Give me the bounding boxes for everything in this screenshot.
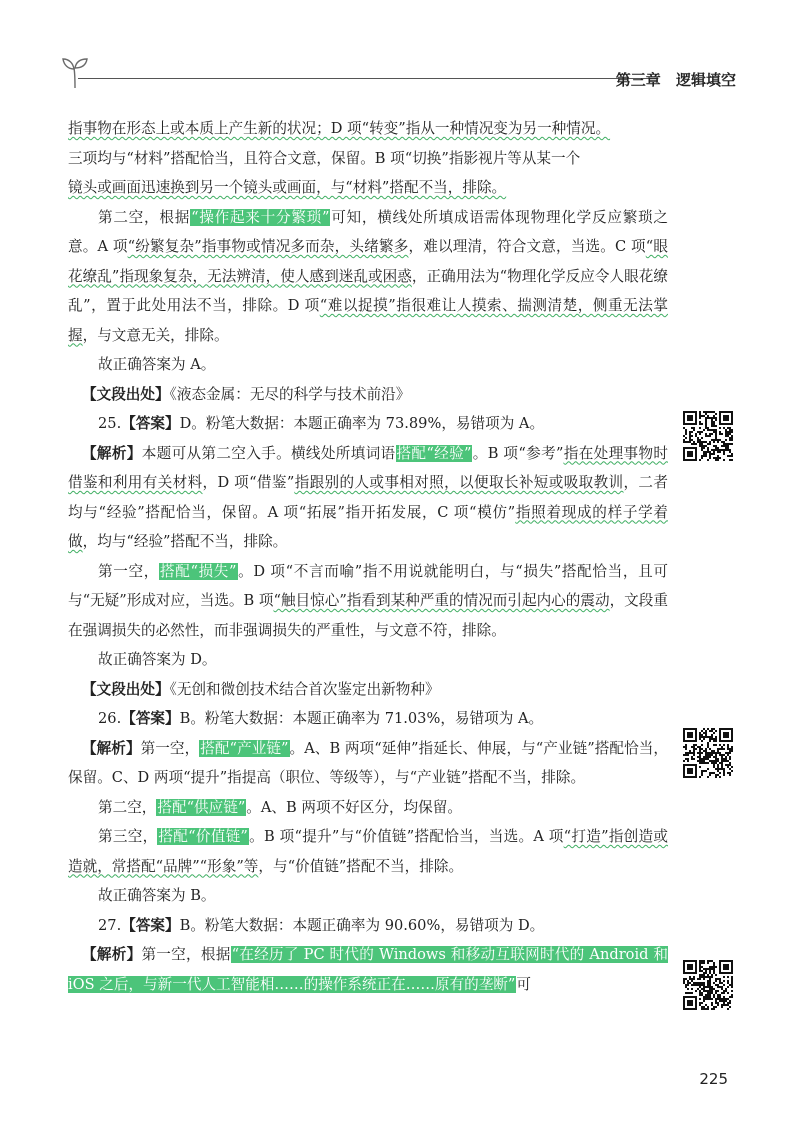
- wavy-text: 指跟别的人或事相对照，以便取长补短或吸取教训: [294, 474, 624, 491]
- wavy-text: “打造”指创造或造就，常搭配“品牌”“形象”等: [68, 828, 668, 875]
- text-run: 第一空，: [140, 739, 200, 757]
- analysis-label: 【解析】: [82, 739, 141, 757]
- analysis-label: 【解析】: [82, 444, 142, 462]
- source-line: [68, 380, 668, 410]
- text-run: 第二空，: [98, 798, 157, 816]
- answer-line: 故正确答案为 D。: [98, 651, 217, 668]
- qr-code-icon: [683, 411, 733, 461]
- answer-26: [68, 704, 668, 734]
- wavy-text: 指照着现成的样子学着做: [68, 503, 668, 550]
- text-run: 。A、B 两项“延伸”指延长、伸展，与“产业链”搭配恰当，保留。C、D 两项“提升”指提高（职位、等级等），与“产业链”搭配不当，排除。: [68, 739, 668, 786]
- highlight: 搭配“供应链”: [157, 798, 246, 816]
- source-label: 【文段出处】: [82, 680, 170, 698]
- text-run: ，文段重在强调损失的必然性，而非强调损失的严重性，与文意不符，排除。: [68, 592, 668, 639]
- text-line: 指事物在形态上或本质上产生新的状况；D 项“转变”指从一种情况变为另一种情况。: [68, 120, 611, 137]
- source-line: [68, 675, 668, 705]
- analysis-label: 【解析】: [82, 946, 142, 963]
- wavy-text: 指在处理事物时借鉴和利用有关材料: [68, 444, 668, 491]
- highlight: “在经历了 PC 时代的 Windows 和移动互联网时代的 Android 和 iOS 之后，与新一代人工智能相……的操作系统正在……原有的垄断”: [68, 946, 668, 993]
- text-run: 本题可从第二空入手。横线处所填词语: [141, 444, 396, 462]
- paragraph: [68, 793, 668, 823]
- source-title: 《液态金属：无尽的科学与技术前沿》: [169, 385, 411, 403]
- highlight: 搭配“损失”: [159, 562, 237, 580]
- wavy-text: “纷繁复杂”指事物或情况多而杂，头绪繁多: [127, 238, 409, 255]
- question-number: 25.: [98, 415, 122, 432]
- wavy-text: “触目惊心”指看到某种严重的情况而引起内心的震动: [273, 592, 610, 609]
- text-run: 第一空，: [98, 562, 159, 580]
- answer-label: 【答案】: [121, 415, 180, 432]
- paragraph: [68, 822, 668, 881]
- text-run: ，均与“经验”搭配不当，排除。: [82, 533, 288, 550]
- answer-label: 【答案】: [121, 710, 180, 727]
- chapter-title: 第三章 逻辑填空: [615, 71, 736, 89]
- wavy-text: “难以捉摸”指很难让人摸索、揣测清楚，侧重无法掌握: [68, 297, 668, 344]
- answer-label: 【答案】: [121, 916, 180, 934]
- text-run: ，D 项“借鉴”: [202, 474, 295, 491]
- text-run: ，难以理清，符合文意，当选。C 项: [408, 238, 646, 255]
- text-run: ，二者均与“经验”搭配恰当，保留。A 项“拓展”指开拓发展，C 项“模仿”: [68, 474, 668, 521]
- text-line: 三项均与“材料”搭配恰当，且符合文意，保留。B 项“切换”指影视片等从某一个: [68, 149, 581, 167]
- question-number: 27.: [98, 916, 122, 934]
- answer-text: B。粉笔大数据：本题正确率为 71.03%，易错项为 A。: [179, 710, 544, 727]
- analysis-27: [68, 940, 668, 999]
- answer-27: [68, 911, 668, 941]
- qr-code-icon: [683, 960, 733, 1010]
- text-run: 第一空，根据: [141, 946, 231, 963]
- text-run: 第三空，: [98, 828, 158, 845]
- text-run: ，与“价值链”搭配不当，排除。: [258, 857, 464, 875]
- page-body: [68, 114, 668, 999]
- highlight: “操作起来十分繁琐”: [191, 208, 330, 226]
- source-title: 《无创和微创技术结合首次鉴定出新物种》: [169, 680, 440, 698]
- text-run: 第二空，根据: [98, 208, 191, 226]
- leaf-icon: [60, 56, 90, 90]
- analysis-26: [68, 734, 668, 793]
- answer-line: 故正确答案为 A。: [98, 356, 216, 373]
- text-run: 。D 项“不言而喻”指不用说就能明白，与“损失”搭配恰当，且可与“无疑”形成对应，当选。B 项: [68, 562, 668, 609]
- question-number: 26.: [98, 710, 122, 727]
- highlight: 搭配“经验”: [396, 444, 472, 462]
- paragraph: [68, 114, 668, 203]
- text-run: ，正确用法为“物理化学反应令人眼花缭乱”，置于此处用法不当，排除。D 项: [68, 267, 668, 314]
- text-run: 可知，横线处所填成语需体现物理化学反应繁琐之意。A 项: [68, 208, 668, 255]
- answer-line: 故正确答案为 B。: [98, 887, 216, 904]
- page-number: 225: [699, 1070, 728, 1088]
- text-run: ，与文意无关，排除。: [82, 326, 229, 344]
- highlight: 搭配“价值链”: [158, 828, 248, 845]
- text-line: 镜头或画面迅速换到另一个镜头或画面，与“材料”搭配不当，排除。: [68, 179, 507, 196]
- highlight: 搭配“产业链”: [200, 739, 289, 757]
- qr-code-icon: [683, 728, 733, 778]
- page-header: [60, 56, 740, 96]
- text-run: 可: [516, 975, 531, 993]
- paragraph: [68, 203, 668, 351]
- header-rule: [78, 78, 658, 79]
- source-label: 【文段出处】: [82, 385, 170, 403]
- answer-text: B。粉笔大数据：本题正确率为 90.60%，易错项为 D。: [179, 916, 545, 934]
- text-run: 。B 项“提升”与“价值链”搭配恰当，当选。A 项: [248, 828, 564, 845]
- text-run: 。A、B 两项不好区分，均保留。: [246, 798, 462, 816]
- wavy-text: “眼花缭乱”指现象复杂，无法辨清，使人感到迷乱或困惑: [68, 238, 668, 285]
- analysis-25: [68, 439, 668, 557]
- text-run: 。B 项“参考”: [472, 444, 564, 462]
- answer-text: D。粉笔大数据：本题正确率为 73.89%，易错项为 A。: [179, 415, 545, 432]
- answer-25: [68, 409, 668, 439]
- paragraph: [68, 557, 668, 646]
